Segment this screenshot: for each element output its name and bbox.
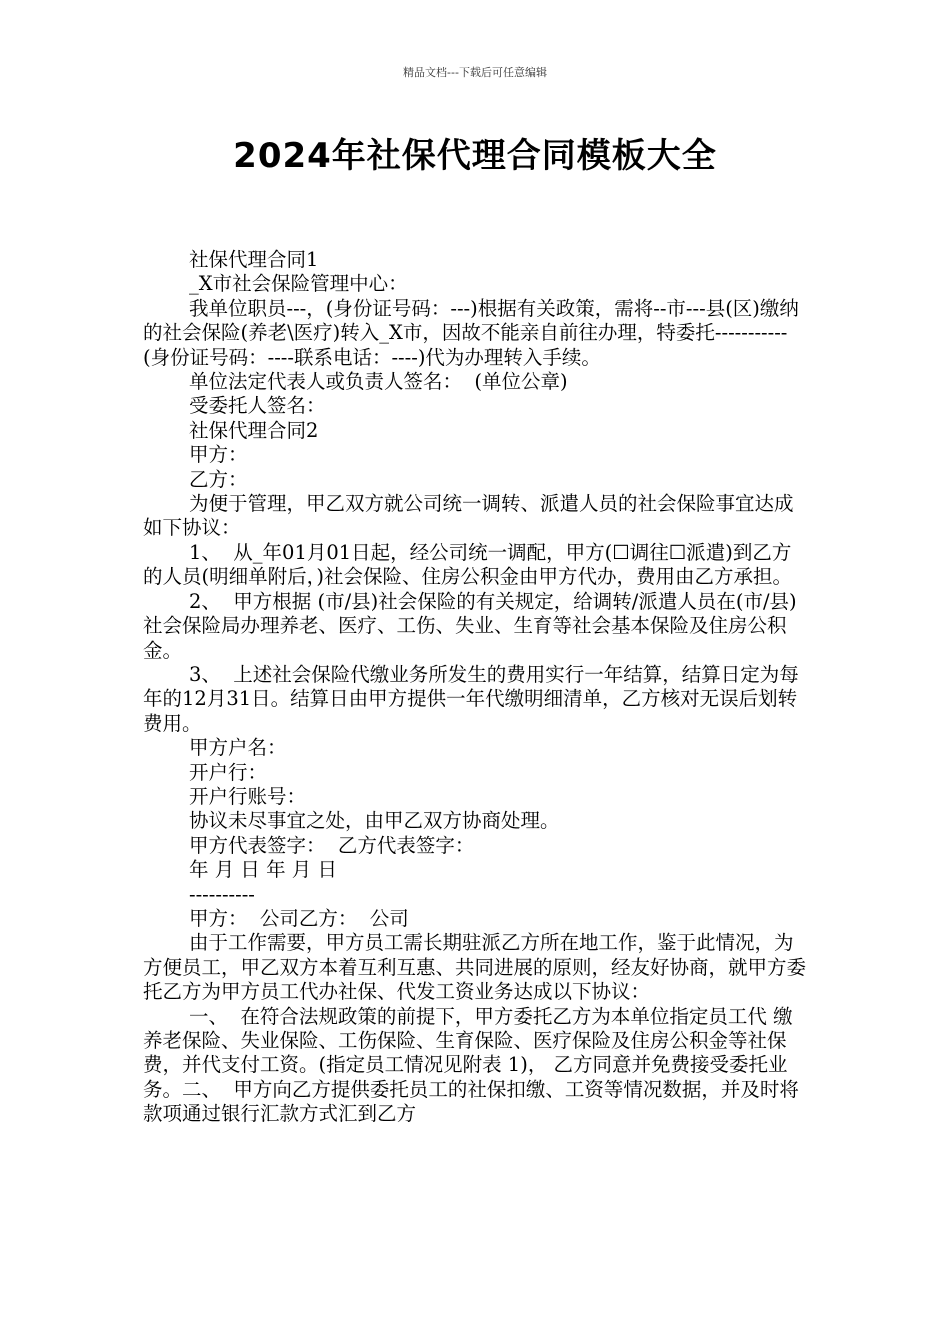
- paragraph: ----------: [189, 882, 255, 906]
- paragraph: 1、 从_年01月01日起，经公司统一调配，甲方(☐调往☐派遣)到乙方的人员(明细单附后，)社会保险、住房公积金由甲方代办，费用由乙方承担。: [143, 540, 792, 589]
- paragraph: 3、 上述社会保险代缴业务所发生的费用实行一年结算，结算日定为每年的12月31日。结算日由甲方提供一年代缴明细清单，乙方核对无误后划转费用。: [143, 662, 799, 735]
- paragraph: 甲方：: [189, 443, 248, 467]
- paragraph: 年 月 日 年 月 日: [189, 858, 337, 882]
- paragraph: 一、 在符合法规政策的前提下，甲方委托乙方为本单位指定员工代 缴养老保险、失业保险、工伤保险、生育保险、医疗保险及住房公积金等社保费，并代支付工资。(指定员工情况见附表 1)， 乙方同意并免费接受委托业务。二、 甲方向乙方提供委托员工的社保扣缴、工资等情况数据，并及时将款项通过银行汇款方式汇到乙方: [143, 1004, 799, 1126]
- paragraph: 社保代理合同1: [189, 248, 319, 271]
- document-body: [143, 248, 808, 1127]
- paragraph: 单位法定代表人或负责人签名： (单位公章): [189, 370, 568, 394]
- paragraph: 乙方：: [189, 467, 248, 491]
- paragraph: 我单位职员---，(身份证号码：---)根据有关政策，需将--市---县(区)缴纳的社会保险(养老\医疗)转入_X市，因故不能亲自前往办理，特委托-----------(身份证号码：----联系电话：----)代为办理转入手续。: [143, 296, 799, 369]
- paragraph: 甲方代表签字： 乙方代表签字：: [189, 833, 475, 857]
- paragraph: 协议未尽事宜之处，由甲乙双方协商处理。: [189, 809, 560, 833]
- paragraph: 社保代理合同2: [189, 418, 319, 442]
- paragraph: 甲方： 公司乙方： 公司: [189, 906, 409, 930]
- header-note: 精品文档---下载后可任意编辑: [403, 66, 547, 79]
- paragraph: 开户行账号：: [189, 784, 307, 808]
- paragraph: _X市社会保险管理中心：: [189, 272, 408, 296]
- paragraph: 甲方户名：: [189, 736, 287, 760]
- paragraph: 2、 甲方根据 (市/县)社会保险的有关规定，给调转/派遣人员在(市/县)社会保险局办理养老、医疗、工伤、失业、生育等社会基本保险及住房公积金。: [143, 589, 797, 662]
- paragraph: 受委托人签名：: [189, 394, 326, 418]
- paragraph: 开户行：: [189, 760, 268, 784]
- document-title: 2024年社保代理合同模板大全: [233, 136, 717, 176]
- paragraph: 为便于管理，甲乙双方就公司统一调转、派遣人员的社会保险事宜达成如下协议：: [143, 492, 794, 540]
- paragraph: 由于工作需要，甲方员工需长期驻派乙方所在地工作，鉴于此情况，为方便员工，甲乙双方本着互利互惠、共同进展的原则，经友好协商，就甲方委托乙方为甲方员工代办社保、代发工资业务达成以下协议：: [143, 931, 807, 1004]
